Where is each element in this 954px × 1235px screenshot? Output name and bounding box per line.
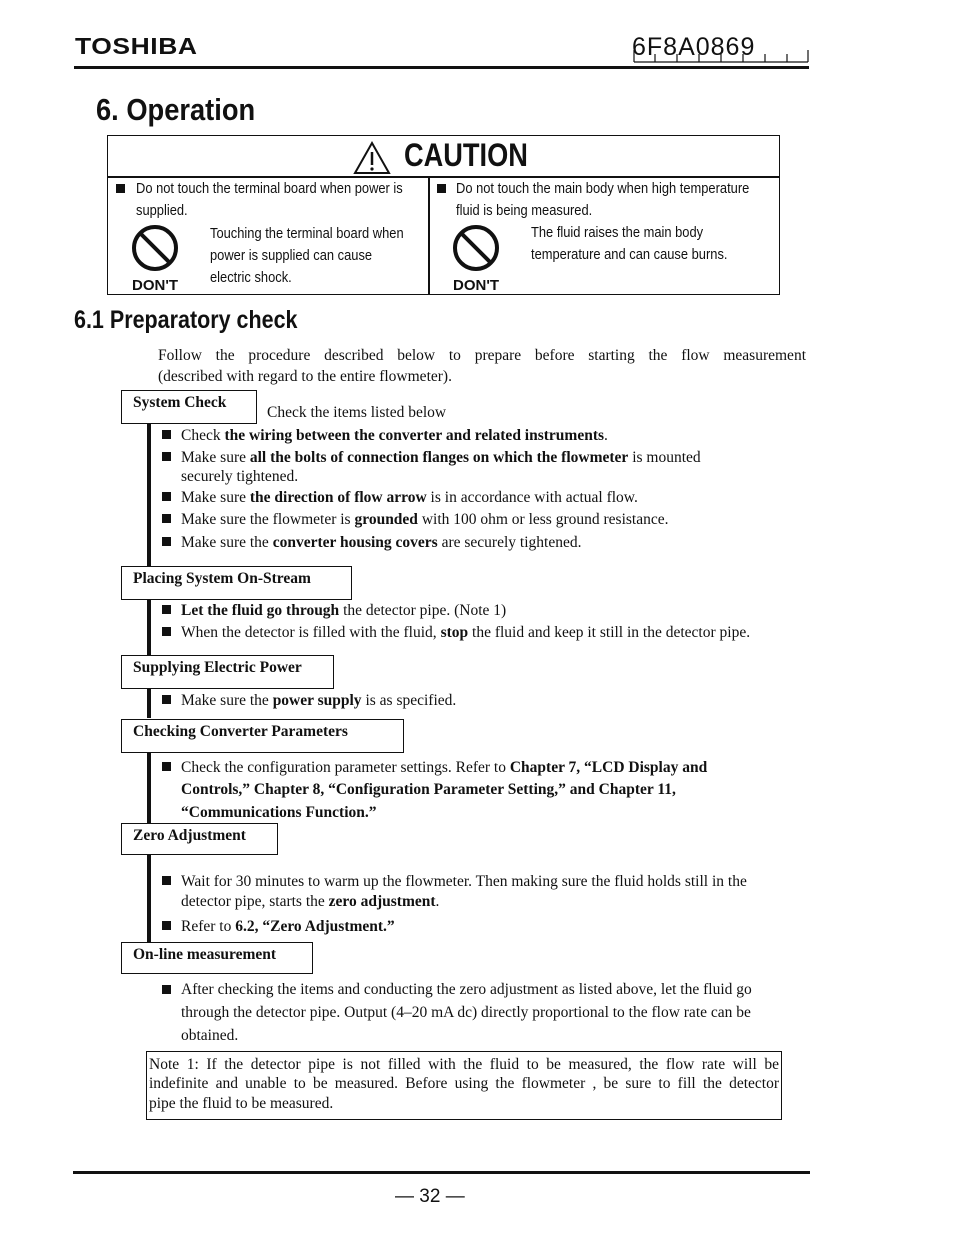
step-connector-line xyxy=(147,852,151,944)
list-item-continuation: detector pipe, starts the zero adjustment. xyxy=(181,893,440,910)
warning-triangle-icon xyxy=(352,140,392,176)
list-item-continuation: securely tightened. xyxy=(181,468,299,485)
subsection-title: 6.1 Preparatory check xyxy=(74,306,298,334)
step-connector-line xyxy=(147,750,151,826)
prohibition-icon xyxy=(130,223,180,273)
bullet-square xyxy=(162,430,171,439)
list-item: Make sure the power supply is as specified. xyxy=(181,692,457,709)
step-label: System Check xyxy=(133,394,227,411)
list-item-continuation: Controls,” Chapter 8, “Configuration Parameter Setting,” and Chapter 11, xyxy=(181,781,676,798)
bullet-square xyxy=(437,184,446,193)
page-number: — 32 — xyxy=(395,1186,465,1207)
bullet-square xyxy=(116,184,125,193)
brand-logo: TOSHIBA xyxy=(75,33,198,59)
caution-left-line1: Do not touch the terminal board when power is xyxy=(136,180,403,197)
list-item: Check the wiring between the converter and related instruments. xyxy=(181,427,608,444)
step-placing-on-stream xyxy=(121,566,352,600)
note-line1: Note 1: If the detector pipe is not filled with the fluid to be measured, the flow rate will be xyxy=(149,1056,779,1073)
step-label: Zero Adjustment xyxy=(133,827,246,844)
dont-label: DON'T xyxy=(132,277,179,294)
step-system-check xyxy=(121,390,257,424)
section-title: 6. Operation xyxy=(96,92,256,127)
bullet-square xyxy=(162,492,171,501)
list-item-continuation: through the detector pipe. Output (4–20 mA dc) directly proportional to the flow rate can be xyxy=(181,1004,751,1021)
document-number-ticks xyxy=(633,44,809,64)
list-item: Make sure all the bolts of connection flanges on which the flowmeter is mounted xyxy=(181,449,701,466)
list-item: Let the fluid go through the detector pipe. (Note 1) xyxy=(181,602,507,619)
bullet-square xyxy=(162,921,171,930)
list-item-continuation: “Communications Function.” xyxy=(181,804,377,821)
list-item: Wait for 30 minutes to warm up the flowmeter. Then making sure the fluid holds still in the xyxy=(181,873,747,890)
list-item: Make sure the converter housing covers are securely tightened. xyxy=(181,534,582,551)
step-supplying-power xyxy=(121,655,334,689)
list-item: Make sure the flowmeter is grounded with 100 ohm or less ground resistance. xyxy=(181,511,669,528)
bullet-square xyxy=(162,627,171,636)
step-label: Checking Converter Parameters xyxy=(133,723,348,740)
bullet-square xyxy=(162,695,171,704)
intro-line1: Follow the procedure described below to prepare before starting the flow measurement xyxy=(158,347,806,364)
caution-left-desc1: Touching the terminal board when xyxy=(210,225,404,242)
list-item: Refer to 6.2, “Zero Adjustment.” xyxy=(181,918,395,935)
caution-right-line2: fluid is being measured. xyxy=(456,202,593,219)
caution-right-desc1: The fluid raises the main body xyxy=(531,224,704,241)
step-side-text: Check the items listed below xyxy=(267,404,447,421)
note-line3: pipe the fluid to be measured. xyxy=(149,1095,334,1112)
bullet-square xyxy=(162,876,171,885)
document-number: 6F8A0869 xyxy=(632,33,756,61)
list-item-continuation: obtained. xyxy=(181,1027,239,1044)
step-label: Placing System On-Stream xyxy=(133,570,311,587)
list-item: Check the configuration parameter settings. Refer to Chapter 7, “LCD Display and xyxy=(181,759,708,776)
caution-left-desc3: electric shock. xyxy=(210,269,292,286)
step-connector-line xyxy=(147,597,151,655)
caution-heading: CAUTION xyxy=(404,137,528,173)
bullet-square xyxy=(162,985,171,994)
step-online-measurement xyxy=(121,942,313,974)
caution-column-divider xyxy=(428,176,430,295)
bullet-square xyxy=(162,514,171,523)
step-connector-line xyxy=(147,686,151,718)
caution-right-desc2: temperature and can cause burns. xyxy=(531,246,728,263)
caution-left-desc2: power is supplied can cause xyxy=(210,247,373,264)
caution-right-line1: Do not touch the main body when high temperature xyxy=(456,180,750,197)
caution-left-line2: supplied. xyxy=(136,202,188,219)
bullet-square xyxy=(162,762,171,771)
step-label: On-line measurement xyxy=(133,946,277,963)
step-connector-line xyxy=(147,420,151,568)
step-zero-adjustment xyxy=(121,823,278,855)
step-checking-parameters xyxy=(121,719,404,753)
header-rule xyxy=(74,66,809,69)
note-line2: indefinite and unable to be measured. Before using the flowmeter , be sure to fill the detector xyxy=(149,1075,779,1092)
intro-line2: (described with regard to the entire flowmeter). xyxy=(158,368,452,385)
bullet-square xyxy=(162,452,171,461)
list-item: Make sure the direction of flow arrow is in accordance with actual flow. xyxy=(181,489,638,506)
list-item: When the detector is filled with the fluid, stop the fluid and keep it still in the detector pipe. xyxy=(181,624,751,641)
step-label: Supplying Electric Power xyxy=(133,659,302,676)
prohibition-icon xyxy=(451,223,501,273)
bullet-square xyxy=(162,605,171,614)
list-item: After checking the items and conducting the zero adjustment as listed above, let the fluid go xyxy=(181,981,752,998)
dont-label: DON'T xyxy=(453,277,500,294)
bullet-square xyxy=(162,537,171,546)
footer-rule xyxy=(73,1171,810,1174)
